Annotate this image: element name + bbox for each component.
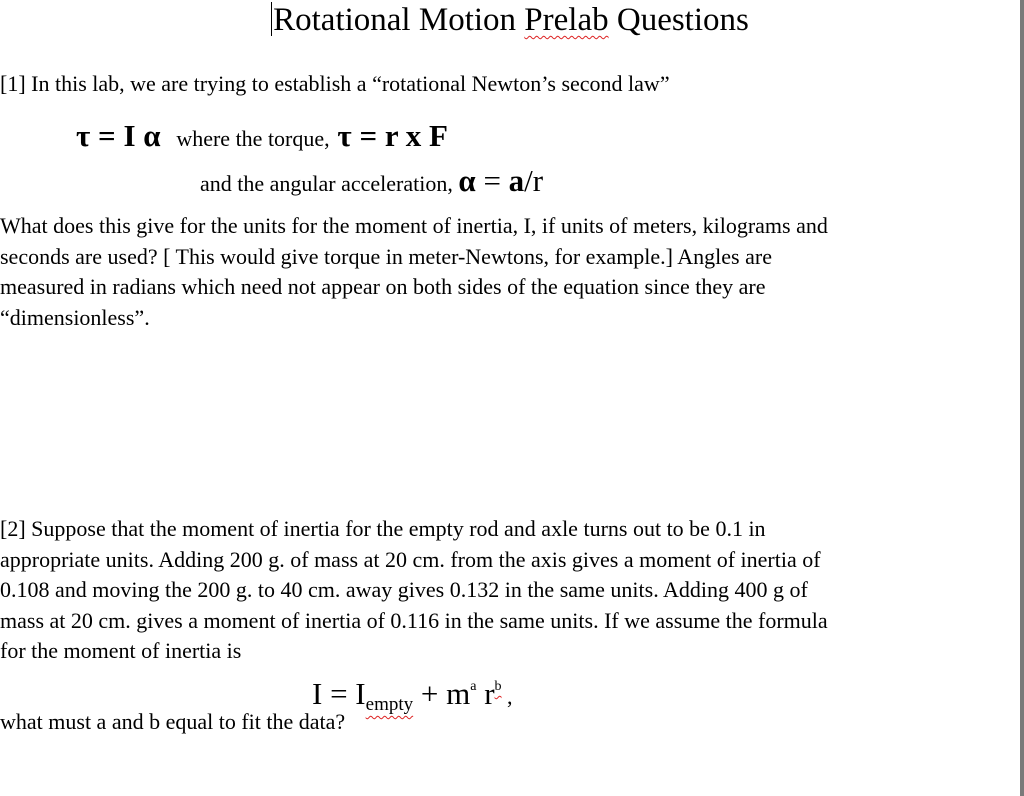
q1-line-4: “dimensionless”. — [0, 304, 150, 330]
q1-line-1: What does this give for the units for the moment of inertia, I, if units of meters, kilograms and — [0, 213, 828, 238]
q2-line-5: for the moment of inertia is — [0, 638, 242, 663]
angular-acceleration-equation: and the angular acceleration, α = a/r — [200, 163, 544, 198]
text-cursor — [271, 2, 272, 36]
page-title: Rotational Motion Prelab Questions — [273, 2, 749, 38]
torque-definition: τ = r x F — [337, 118, 448, 153]
moment-of-inertia-formula: $I = I_{empty} + m^a$ $r^b$ , — [312, 676, 513, 715]
spellcheck-word-empty: empty — [365, 694, 414, 715]
q2-line-1: [2] Suppose that the moment of inertia for the empty rod and axle turns out to be 0.1 in — [0, 516, 766, 541]
spellcheck-exponent-b: b — [494, 679, 502, 694]
window-right-border — [1020, 0, 1024, 796]
torque-equation — [76, 116, 448, 159]
q2-question: what must a and b equal to fit the data? — [0, 709, 346, 734]
q2-line-3: 0.108 and moving the 200 g. to 40 cm. away gives 0.132 in the same units. Adding 400 g of — [0, 577, 808, 602]
q1-intro: [1] In this lab, we are trying to establish a “rotational Newton’s second law” — [0, 71, 670, 96]
where-torque-label: where the torque, — [176, 126, 330, 151]
q1-line-2: seconds are used? [ This would give torque in meter-Newtons, for example.] Angles are — [0, 243, 772, 269]
newton-law-rotational: τ = I α — [76, 118, 161, 153]
q2-line-4: mass at 20 cm. gives a moment of inertia of 0.116 in the same units. If we assume the formula — [0, 607, 828, 633]
spellcheck-word-prelab: Prelab — [524, 2, 609, 38]
q1-line-3: measured in radians which need not appear on both sides of the equation since they are — [0, 274, 766, 299]
q2-line-2: appropriate units. Adding 200 g. of mass at 20 cm. from the axis gives a moment of inertia of — [0, 546, 821, 572]
